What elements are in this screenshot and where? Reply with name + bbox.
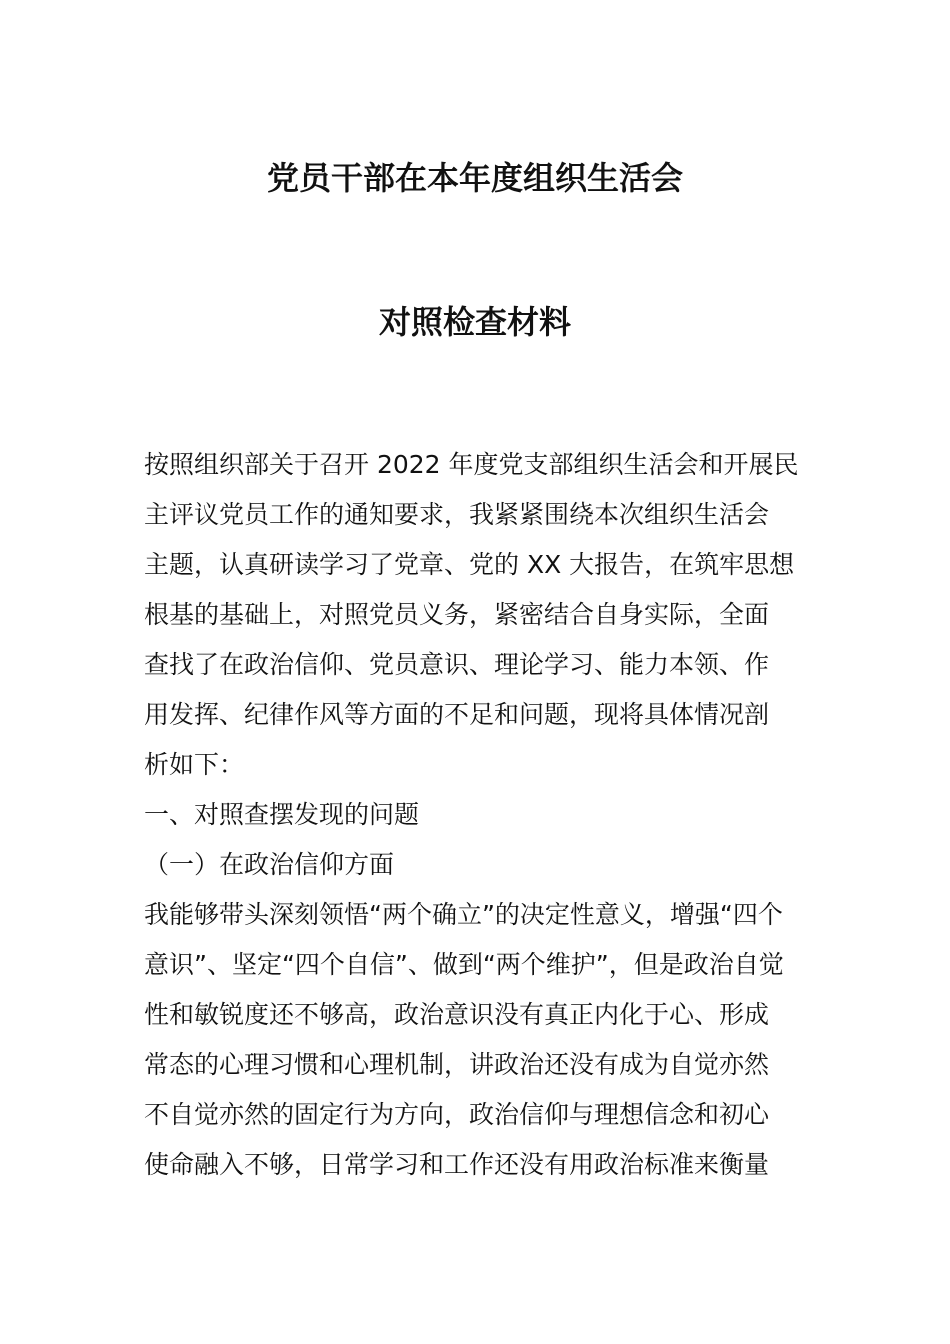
body-line: 意识”、坚定“四个自信”、做到“两个维护”，但是政治自觉 (144, 950, 784, 979)
document-title-line-1: 党员干部在本年度组织生活会 (266, 159, 683, 197)
body-line: 根基的基础上，对照党员义务，紧密结合自身实际，全面 (144, 600, 770, 629)
body-line: 用发挥、纪律作风等方面的不足和问题，现将具体情况剖 (144, 700, 770, 729)
section-heading: 一、对照查摆发现的问题 (144, 800, 420, 829)
body-line: 我能够带头深刻领悟“两个确立”的决定性意义，增强“四个 (144, 900, 783, 929)
body-line: 使命融入不够，日常学习和工作还没有用政治标准来衡量 (144, 1150, 770, 1179)
body-line: 常态的心理习惯和心理机制，讲政治还没有成为自觉亦然 (144, 1050, 770, 1079)
document-body (144, 440, 812, 1190)
body-line: 不自觉亦然的固定行为方向，政治信仰与理想信念和初心 (144, 1100, 770, 1129)
body-line: 主题，认真研读学习了党章、党的 XX 大报告，在筑牢思想 (144, 550, 795, 579)
document-title-line-2: 对照检查材料 (378, 303, 571, 341)
body-line: 主评议党员工作的通知要求，我紧紧围绕本次组织生活会 (144, 500, 770, 529)
body-line: 查找了在政治信仰、党员意识、理论学习、能力本领、作 (144, 650, 770, 679)
body-line: 性和敏锐度还不够高，政治意识没有真正内化于心、形成 (144, 1000, 770, 1029)
body-line: 析如下： (144, 750, 245, 779)
body-line: 按照组织部关于召开 2022 年度党支部组织生活会和开展民 (144, 450, 799, 479)
subsection-heading: （一）在政治信仰方面 (144, 850, 395, 879)
